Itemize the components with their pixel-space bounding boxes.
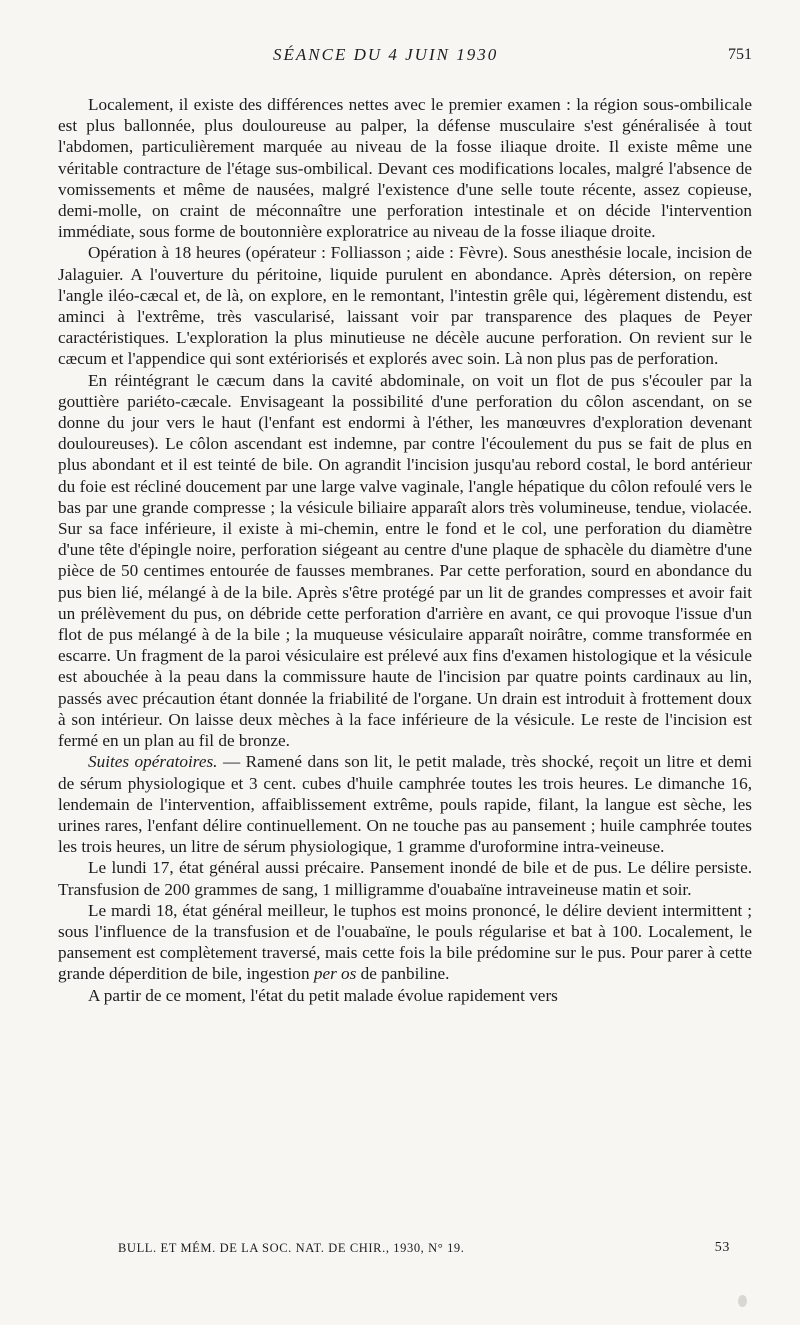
- journal-reference: BULL. ET MÉM. DE LA SOC. NAT. DE CHIR., 1930, N° 19.: [118, 1241, 465, 1255]
- paragraph-operation: Opération à 18 heures (opérateur : Folliasson ; aide : Fèvre). Sous anesthésie locale, incision de Jalaguier. A l'ouverture du péritoine, liquide purulent en abondance. Après détersion, on repère l'angle iléo-cæcal et, de là, on explore, en le remontant, l'intestin grêle qui, légèrement distendu, est aminci à l'extrême, très vascularisé, laissant voir par transparence des plaques de Peyer caractéristiques. L'exploration la plus minutieuse ne décèle aucune perforation. On revient sur le cæcum et l'appendice qui sont extériorisés et explorés avec soin. Là non plus pas de perforation.: [58, 243, 752, 369]
- body-text: [58, 94, 752, 1006]
- per-os-term: per os: [313, 964, 357, 984]
- paragraph-local-exam: Localement, il existe des différences nettes avec le premier examen : la région sous-ombilicale est plus ballonnée, plus douloureuse au palper, la défense musculaire s'est généralisée à tout l'abdomen, particulièrement marquée au niveau de la fosse iliaque droite. Il existe même une véritable contracture de l'étage sus-ombilical. Devant ces modifications locales, malgré l'absence de vomissements et même de nausées, malgré l'existence d'une selle toute récente, assez copieuse, demi-molle, on craint de méconnaître une perforation intestinale et on décide l'intervention immédiate, sous forme de boutonnière exploratrice au niveau de la fosse iliaque droite.: [58, 95, 752, 242]
- paragraph-gallbladder: En réintégrant le cæcum dans la cavité abdominale, on voit un flot de pus s'écouler par la gouttière pariéto-cæcale. Envisageant la possibilité d'une perforation du côlon ascendant, on se donne du jour vers le haut (l'enfant est endormi à l'éther, les manœuvres d'exploration devenant douloureuses). Le côlon ascendant est indemne, par contre l'écoulement du pus se fait de plus en plus abondant et il est teinté de bile. On agrandit l'incision jusqu'au rebord costal, le bord antérieur du foie est récliné doucement par une large valve vaginale, l'angle hépatique du côlon refoulé vers le bas par une grande compresse ; la vésicule biliaire apparaît alors très volumineuse, tendue, violacée. Sur sa face inférieure, il existe à mi-chemin, entre le fond et le col, une perforation du diamètre d'une tête d'épingle noire, perforation siégeant au centre d'une plaque de sphacèle du diamètre d'une pièce de 50 centimes entourée de fausses membranes. Par cette perforation, sourd en abondance du pus bien lié, mélangé à de la bile. Après s'être protégé par un lit de grandes compresses et avoir fait un prélèvement du pus, on débride cette perforation d'arrière en avant, ce qui provoque l'issue d'un flot de pus mélangé à de la bile ; la muqueuse vésiculaire apparaît noirâtre, comme transformée en escarre. Un fragment de la paroi vésiculaire est prélevé aux fins d'examen histologique et la vésicule est abouchée à la peau dans la commissure haute de l'incision par quatre points cardinaux au lin, passés avec précaution étant donnée la friabilité de l'organe. Un drain est introduit à frottement doux à son intérieur. On laisse deux mèches à la face inférieure de la vésicule. Le reste de l'incision est fermé en un plan au fil de bronze.: [58, 370, 752, 751]
- paragraph-tuesday: [58, 900, 752, 985]
- page-footer: [58, 1241, 752, 1261]
- page-number: 751: [728, 46, 752, 63]
- paper-speck: [738, 1295, 747, 1307]
- tuesday-text-end: de panbiline.: [356, 964, 450, 984]
- paragraph-postoperative: [58, 751, 752, 857]
- postoperative-text: — Ramené dans son lit, le petit malade, très shocké, reçoit un litre et demi de sérum physiologique et 3 cent. cubes d'huile camphrée toutes les trois heures. Le dimanche 16, lendemain de l'intervention, affaiblissement extrême, pouls rapide, filant, la langue est sèche, les urines rares, l'enfant délire continuellement. On ne touche pas au pansement ; huile camphrée toutes les trois heures, un litre de sérum physiologique, 1 gramme d'uroformine intra-veineuse.: [58, 752, 752, 857]
- paragraph-evolution: A partir de ce moment, l'état du petit malade évolue rapidement vers: [88, 985, 558, 1005]
- paragraph-monday: Le lundi 17, état général aussi précaire. Pansement inondé de bile et de pus. Le délire persiste. Transfusion de 200 grammes de sang, 1 milligramme d'ouabaïne intraveineuse matin et soir.: [58, 858, 752, 899]
- postoperative-heading: Suites opératoires.: [88, 752, 218, 772]
- tuesday-text: Le mardi 18, état général meilleur, le tuphos est moins prononcé, le délire devient intermittent ; sous l'influence de la transfusion et de l'ouabaïne, le pouls régularise et bat à 100. Localement, le pansement est complètement traversé, mais cette fois la bile prédomine sur le pus. Pour parer à cette grande déperdition de bile, ingestion: [58, 900, 752, 984]
- page-header: [58, 45, 752, 69]
- running-title: SÉANCE DU 4 JUIN 1930: [273, 45, 499, 64]
- signature-mark: 53: [714, 1240, 730, 1255]
- document-page: [58, 0, 752, 1325]
